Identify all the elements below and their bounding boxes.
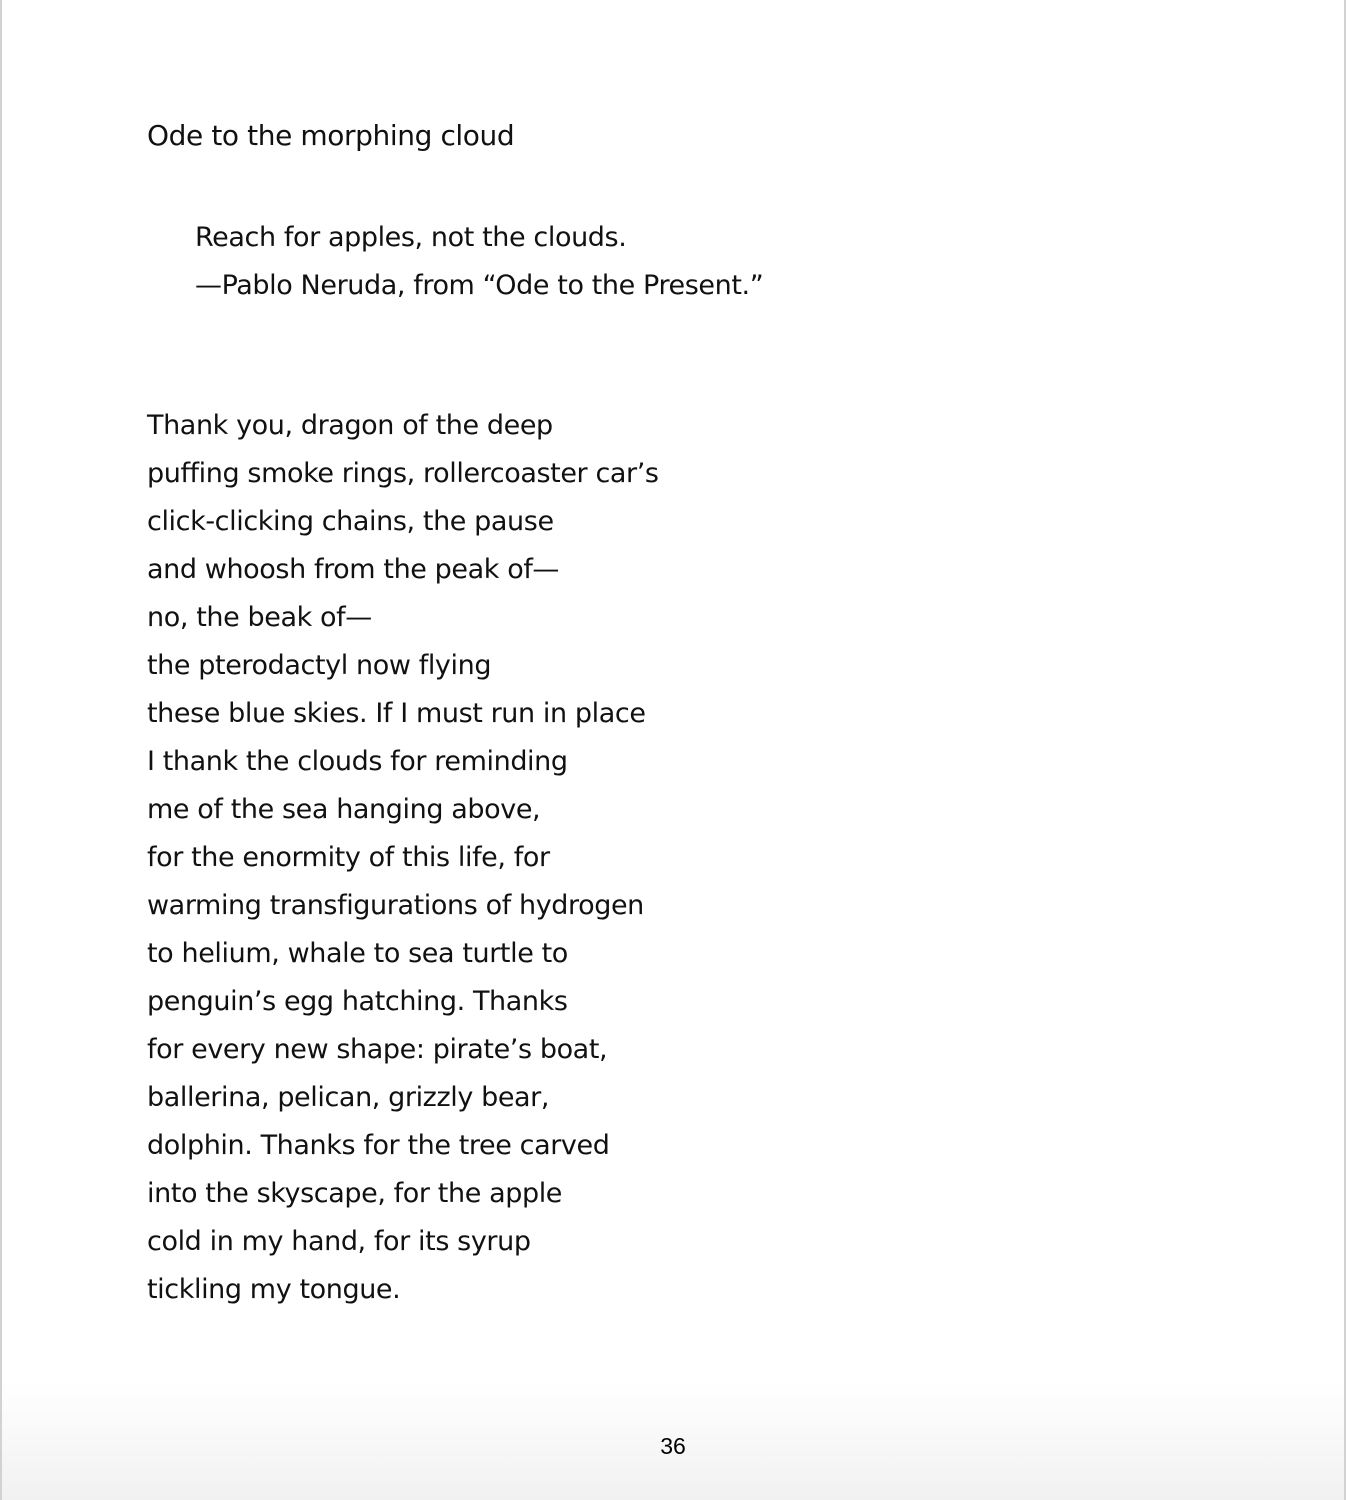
epigraph: [195, 214, 763, 310]
poem-line: I thank the clouds for reminding: [147, 746, 568, 777]
epigraph-attribution: —Pablo Neruda, from “Ode to the Present.”: [195, 270, 764, 301]
epigraph-quote: Reach for apples, not the clouds.: [195, 222, 627, 253]
poem-line: for the enormity of this life, for: [147, 842, 550, 873]
poem-line: and whoosh from the peak of—: [147, 554, 560, 585]
page-number: 36: [660, 1433, 686, 1459]
poem-line: the pterodactyl now flying: [147, 650, 492, 681]
poem-line: me of the sea hanging above,: [147, 794, 541, 825]
poem-line: no, the beak of—: [147, 602, 372, 633]
poem-line: warming transfigurations of hydrogen: [147, 890, 644, 921]
poem-line: these blue skies. If I must run in place: [147, 698, 646, 729]
poem-line: puffing smoke rings, rollercoaster car’s: [147, 458, 659, 489]
poem-body: [147, 406, 659, 1318]
poem-line: ballerina, pelican, grizzly bear,: [147, 1082, 550, 1113]
poem-line: to helium, whale to sea turtle to: [147, 938, 568, 969]
poem-line: Thank you, dragon of the deep: [147, 410, 553, 441]
poem-line: into the skyscape, for the apple: [147, 1178, 563, 1209]
poem-line: tickling my tongue.: [147, 1274, 401, 1305]
poem-line: cold in my hand, for its syrup: [147, 1226, 531, 1257]
poem-line: for every new shape: pirate’s boat,: [147, 1034, 608, 1065]
poem-line: dolphin. Thanks for the tree carved: [147, 1130, 610, 1161]
poem-line: penguin’s egg hatching. Thanks: [147, 986, 568, 1017]
poem-title: Ode to the morphing cloud: [147, 119, 515, 152]
poem-line: click-clicking chains, the pause: [147, 506, 554, 537]
